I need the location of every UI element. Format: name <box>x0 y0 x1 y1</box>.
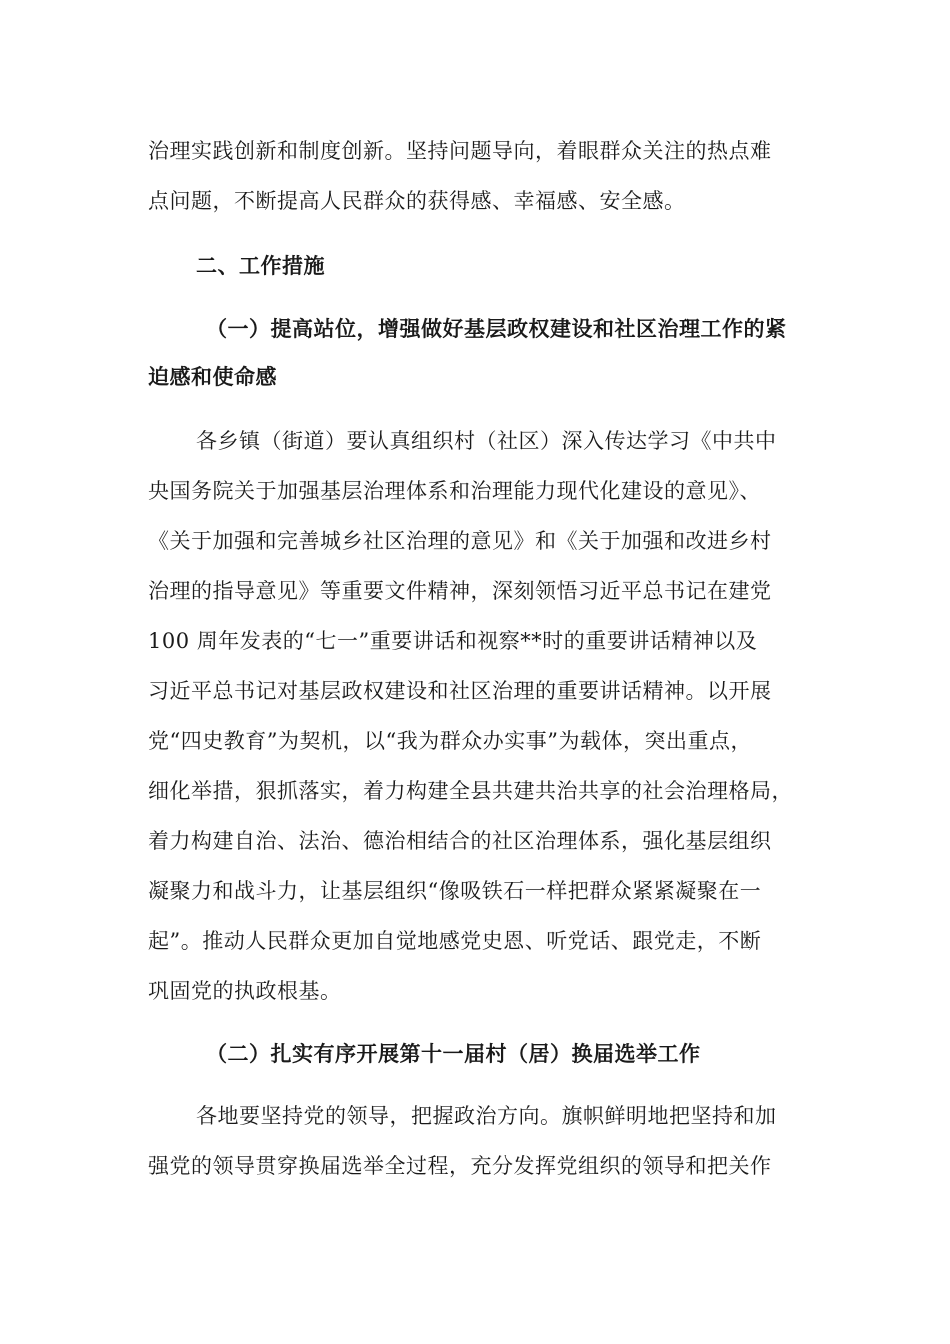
paragraph-line: 起”。推动人民群众更加自觉地感党史恩、听党话、跟党走，不断 <box>148 929 762 953</box>
paragraph-line: 细化举措，狠抓落实，着力构建全县共建共治共享的社会治理格局， <box>148 779 793 803</box>
paragraph-line: 各地要坚持党的领导，把握政治方向。旗帜鲜明地把坚持和加 <box>196 1104 777 1128</box>
paragraph-line: 央国务院关于加强基层治理体系和治理能力现代化建设的意见》、 <box>148 479 761 503</box>
paragraph-line: 着力构建自治、法治、德治相结合的社区治理体系，强化基层组织 <box>148 829 772 853</box>
paragraph-line: 巩固党的执政根基。 <box>148 979 342 1003</box>
paragraph-line: 强党的领导贯穿换届选举全过程，充分发挥党组织的领导和把关作 <box>148 1154 772 1178</box>
subsection-heading-continued: 迫感和使命感 <box>148 364 277 389</box>
paragraph-line: 习近平总书记对基层政权建设和社区治理的重要讲话精神。以开展 <box>148 679 772 703</box>
paragraph-line: 各乡镇（街道）要认真组织村（社区）深入传达学习《中共中 <box>196 429 777 453</box>
paragraph-line: 100 周年发表的“七一”重要讲话和视察**时的重要讲话精神以及 <box>148 629 758 653</box>
body-text-line: 点问题，不断提高人民群众的获得感、幸福感、安全感。 <box>148 189 686 213</box>
paragraph-line: 治理的指导意见》等重要文件精神，深刻领悟习近平总书记在建党 <box>148 579 772 603</box>
subsection-heading: （一）提高站位，增强做好基层政权建设和社区治理工作的紧 <box>206 316 787 341</box>
paragraph-line: 党“四史教育”为契机，以“我为群众办实事”为载体，突出重点， <box>148 729 752 753</box>
body-text-line: 治理实践创新和制度创新。坚持问题导向，着眼群众关注的热点难 <box>148 139 772 163</box>
paragraph-line: 凝聚力和战斗力，让基层组织“像吸铁石一样把群众紧紧凝聚在一 <box>148 879 762 903</box>
section-heading: 二、工作措施 <box>196 253 325 278</box>
paragraph-line: 《关于加强和完善城乡社区治理的意见》和《关于加强和改进乡村 <box>148 529 772 553</box>
subsection-heading: （二）扎实有序开展第十一届村（居）换届选举工作 <box>206 1041 701 1066</box>
